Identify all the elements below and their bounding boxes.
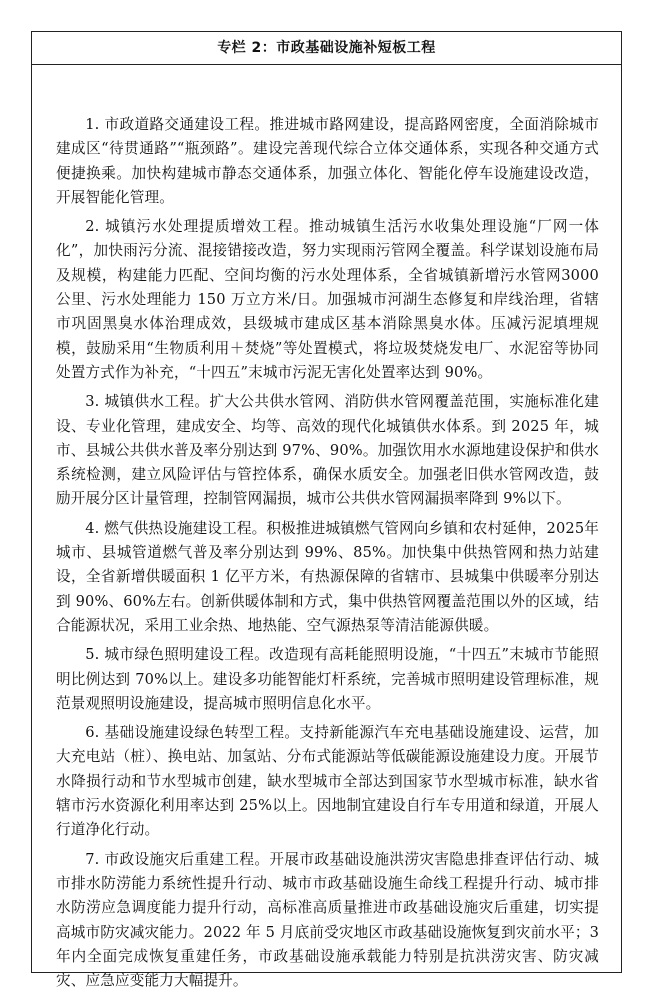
- paragraph-green-lighting: 5. 城市绿色照明建设工程。改造现有高耗能照明设施，“十四五”末城市节能照明比例达到 70%以上。建设多功能智能灯杆系统，完善城市照明建设管理标准，规范景观照明设施建设，提高城市照明信息化水平。: [56, 646, 599, 712]
- paragraph-sewage-treatment: 2. 城镇污水处理提质增效工程。推动城镇生活污水收集处理设施“厂网一体化”，加快雨污分流、混接错接改造，努力实现雨污管网全覆盖。科学谋划设施布局及规模，构建能力匹配、空间均衡的污水处理体系，全省城镇新增污水管网3000 公里、污水处理能力 150 万立方米/日。加强城市河湖生态修复和岸线治理，省辖市巩固黑臭水体治理成效，县级城市建成区基本消除黑臭水体。压减污泥填埋规模，鼓励采用“生物质利用＋焚烧”等处置模式，将垃圾焚烧发电厂、水泥窑等协同处置方式作为补充，“十四五”末城市污泥无害化处置率达到 90%。: [56, 218, 599, 381]
- paragraph-road-traffic: 1. 市政道路交通建设工程。推进城市路网建设，提高路网密度，全面消除城市建成区“待贯通路”“瓶颈路”。建设完善现代综合立体交通体系，实现各种交通方式便捷换乘。加快构建城市静态交通体系，加强立体化、智能化停车设施建设改造，开展智能化管理。: [56, 116, 599, 206]
- paragraph-water-supply: 3. 城镇供水工程。扩大公共供水管网、消防供水管网覆盖范围，实施标准化建设、专业化管理，建成安全、均等、高效的现代化城镇供水体系。到 2025 年，城市、县城公共供水普及率分别达到 97%、90%。加强饮用水水源地建设保护和供水系统检测，建立风险评估与管控体系，确保水质安全。加强老旧供水管网改造，鼓励开展分区计量管理，控制管网漏损，城市公共供水管网漏损率降到 9%以下。: [56, 393, 599, 508]
- box-content: [32, 65, 621, 993]
- special-column-box: [31, 31, 622, 990]
- paragraph-green-transition: 6. 基础设施建设绿色转型工程。支持新能源汽车充电基础设施建设、运营，加大充电站（桩）、换电站、加氢站、分布式能源站等低碳能源设施建设力度。开展节水降损行动和节水型城市创建，缺水型城市全部达到国家节水型城市标准，缺水省辖市污水资源化利用率达到 25%以上。因地制宜建设自行车专用道和绿道，开展人行道净化行动。: [56, 724, 599, 839]
- paragraph-disaster-reconstruction: 7. 市政设施灾后重建工程。开展市政基础设施洪涝灾害隐患排查评估行动、城市排水防涝能力系统性提升行动、城市市政基础设施生命线工程提升行动、城市排水防涝应急调度能力提升行动，高标准高质量推进市政基础设施灾后重建，切实提高城市防灾减灾能力。2022 年 5 月底前受灾地区市政基础设施恢复到灾前水平；3 年内全面完成恢复重建任务，市政基础设施承载能力特别是抗洪涝灾害、防灾减灾、应急应变能力大幅提升。: [56, 850, 599, 990]
- paragraph-gas-heating: 4. 燃气供热设施建设工程。积极推进城镇燃气管网向乡镇和农村延伸，2025年城市、县城管道燃气普及率分别达到 99%、85%。加快集中供热管网和热力站建设，全省新增供暖面积 1 亿平方米，有热源保障的省辖市、县城集中供暖率分别达到 90%、60%左右。创新供暖体制和方式，集中供热管网覆盖范围以外的区域，结合能源状况，采用工业余热、地热能、空气源热泵等清洁能源供暖。: [56, 519, 599, 634]
- box-title: 专栏 2：市政基础设施补短板工程: [32, 32, 621, 65]
